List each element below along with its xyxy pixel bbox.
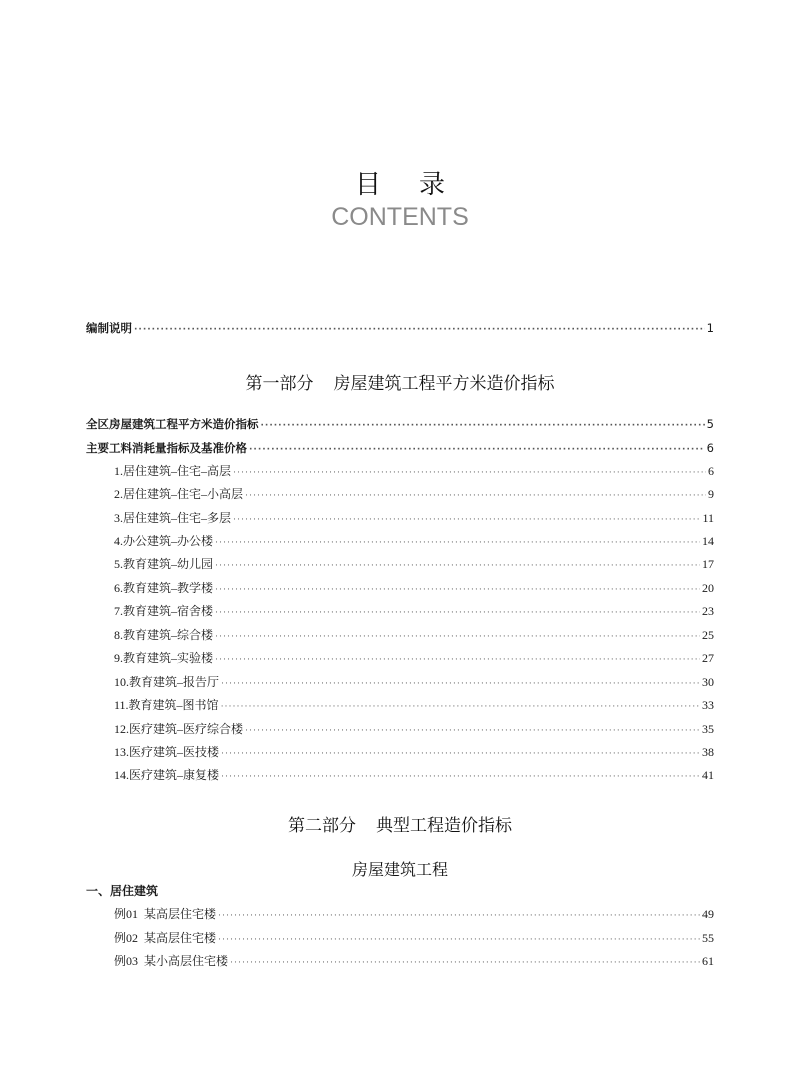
leader-dots — [215, 581, 700, 597]
part1-title — [0, 369, 800, 394]
leader-dots — [218, 931, 700, 947]
toc-entry-page: 6 — [708, 464, 714, 478]
toc-entry-label: 12.医疗建筑–医疗综合楼 — [114, 722, 244, 736]
leader-dots — [233, 464, 706, 480]
toc-entry[interactable] — [114, 463, 714, 480]
toc-entry[interactable] — [114, 674, 714, 691]
toc-entry-page: 14 — [702, 534, 714, 548]
toc-entry-page: 6 — [706, 441, 714, 455]
toc-entry-page: 11 — [702, 511, 714, 525]
toc-entry-label: 例01 某高层住宅楼 — [114, 907, 217, 921]
toc-entry-label: 编制说明 — [86, 321, 132, 335]
toc-entry-page: 55 — [702, 931, 714, 945]
leader-dots — [233, 511, 700, 527]
toc-entry-label: 13.医疗建筑–医技楼 — [114, 745, 220, 759]
leader-dots — [245, 722, 700, 738]
toc-entry[interactable] — [114, 953, 714, 970]
toc-entry[interactable] — [114, 650, 714, 667]
leader-dots — [215, 628, 700, 644]
toc-entry-page: 33 — [702, 698, 714, 712]
toc-entry-intro[interactable] — [86, 320, 714, 338]
leader-dots — [215, 604, 700, 620]
leader-dots — [221, 675, 700, 691]
toc-entry[interactable] — [114, 556, 714, 573]
toc-entry[interactable] — [86, 416, 714, 434]
leader-dots — [261, 418, 705, 434]
toc-entry-page: 23 — [702, 604, 714, 618]
part2-name: 典型工程造价指标 — [376, 816, 512, 836]
toc-entry[interactable] — [114, 767, 714, 784]
leader-dots — [249, 442, 705, 458]
page-title: 目录 — [354, 170, 483, 200]
toc-header — [0, 168, 800, 232]
leader-dots — [221, 698, 700, 714]
toc-entry[interactable] — [114, 744, 714, 761]
leader-dots — [215, 651, 700, 667]
toc-entry[interactable] — [114, 930, 714, 947]
toc-entry[interactable] — [114, 510, 714, 527]
toc-entry-label: 全区房屋建筑工程平方米造价指标 — [86, 417, 259, 431]
section-heading: 一、居住建筑 — [86, 884, 159, 898]
leader-dots — [134, 322, 705, 338]
toc-entry[interactable] — [114, 721, 714, 738]
toc-entry-page: 20 — [702, 581, 714, 595]
toc-entry-page: 27 — [702, 651, 714, 665]
toc-entry-page: 9 — [708, 487, 714, 501]
part1-name: 房屋建筑工程平方米造价指标 — [333, 374, 555, 394]
toc-entry-label: 2.居住建筑–住宅–小高层 — [114, 487, 244, 501]
part2-title — [0, 811, 800, 836]
toc-entry-page: 5 — [706, 417, 714, 431]
toc-entry[interactable] — [114, 533, 714, 550]
leader-dots — [230, 954, 700, 970]
toc-entry-label: 7.教育建筑–宿舍楼 — [114, 604, 214, 618]
toc-entry-page: 35 — [702, 722, 714, 736]
toc-entry-label: 8.教育建筑–综合楼 — [114, 628, 214, 642]
toc-entry-page: 17 — [702, 557, 714, 571]
toc-entry-label: 14.医疗建筑–康复楼 — [114, 768, 220, 782]
part2-subtitle: 房屋建筑工程 — [351, 860, 448, 879]
toc-entry[interactable] — [86, 440, 714, 458]
toc-entry-label: 5.教育建筑–幼儿园 — [114, 557, 214, 571]
toc-entry[interactable] — [114, 627, 714, 644]
leader-dots — [221, 745, 700, 761]
toc-entry-page: 61 — [702, 954, 714, 968]
leader-dots — [245, 487, 706, 503]
toc-entry-page: 30 — [702, 675, 714, 689]
part1-number: 第一部分 — [245, 374, 314, 394]
toc-entry-label: 10.教育建筑–报告厅 — [114, 675, 220, 689]
toc-entry[interactable] — [114, 486, 714, 503]
leader-dots — [221, 768, 700, 784]
toc-entry-label: 例03 某小高层住宅楼 — [114, 954, 229, 968]
toc-entry-page: 49 — [702, 907, 714, 921]
toc-entry-label: 6.教育建筑–教学楼 — [114, 581, 214, 595]
toc-entry-label: 例02 某高层住宅楼 — [114, 931, 217, 945]
toc-entry-label: 主要工料消耗量指标及基准价格 — [86, 441, 247, 455]
toc-entry-page: 38 — [702, 745, 714, 759]
toc-entry[interactable] — [114, 580, 714, 597]
toc-entry-label: 3.居住建筑–住宅–多层 — [114, 511, 232, 525]
toc-entry-label: 9.教育建筑–实验楼 — [114, 651, 214, 665]
toc-entry-page: 25 — [702, 628, 714, 642]
toc-entry-page: 1 — [706, 321, 714, 335]
part2-number: 第二部分 — [288, 816, 356, 836]
toc-entry[interactable] — [114, 603, 714, 620]
leader-dots — [215, 534, 700, 550]
toc-entry-label: 4.办公建筑–办公楼 — [114, 534, 214, 548]
leader-dots — [215, 557, 700, 573]
toc-entry-label: 11.教育建筑–图书馆 — [114, 698, 219, 712]
toc-entry[interactable] — [114, 906, 714, 923]
leader-dots — [218, 907, 700, 923]
toc-entry[interactable] — [114, 697, 714, 714]
toc-entry-label: 1.居住建筑–住宅–高层 — [114, 464, 232, 478]
page-title-english: CONTENTS — [331, 203, 469, 231]
toc-entry-page: 41 — [702, 768, 714, 782]
